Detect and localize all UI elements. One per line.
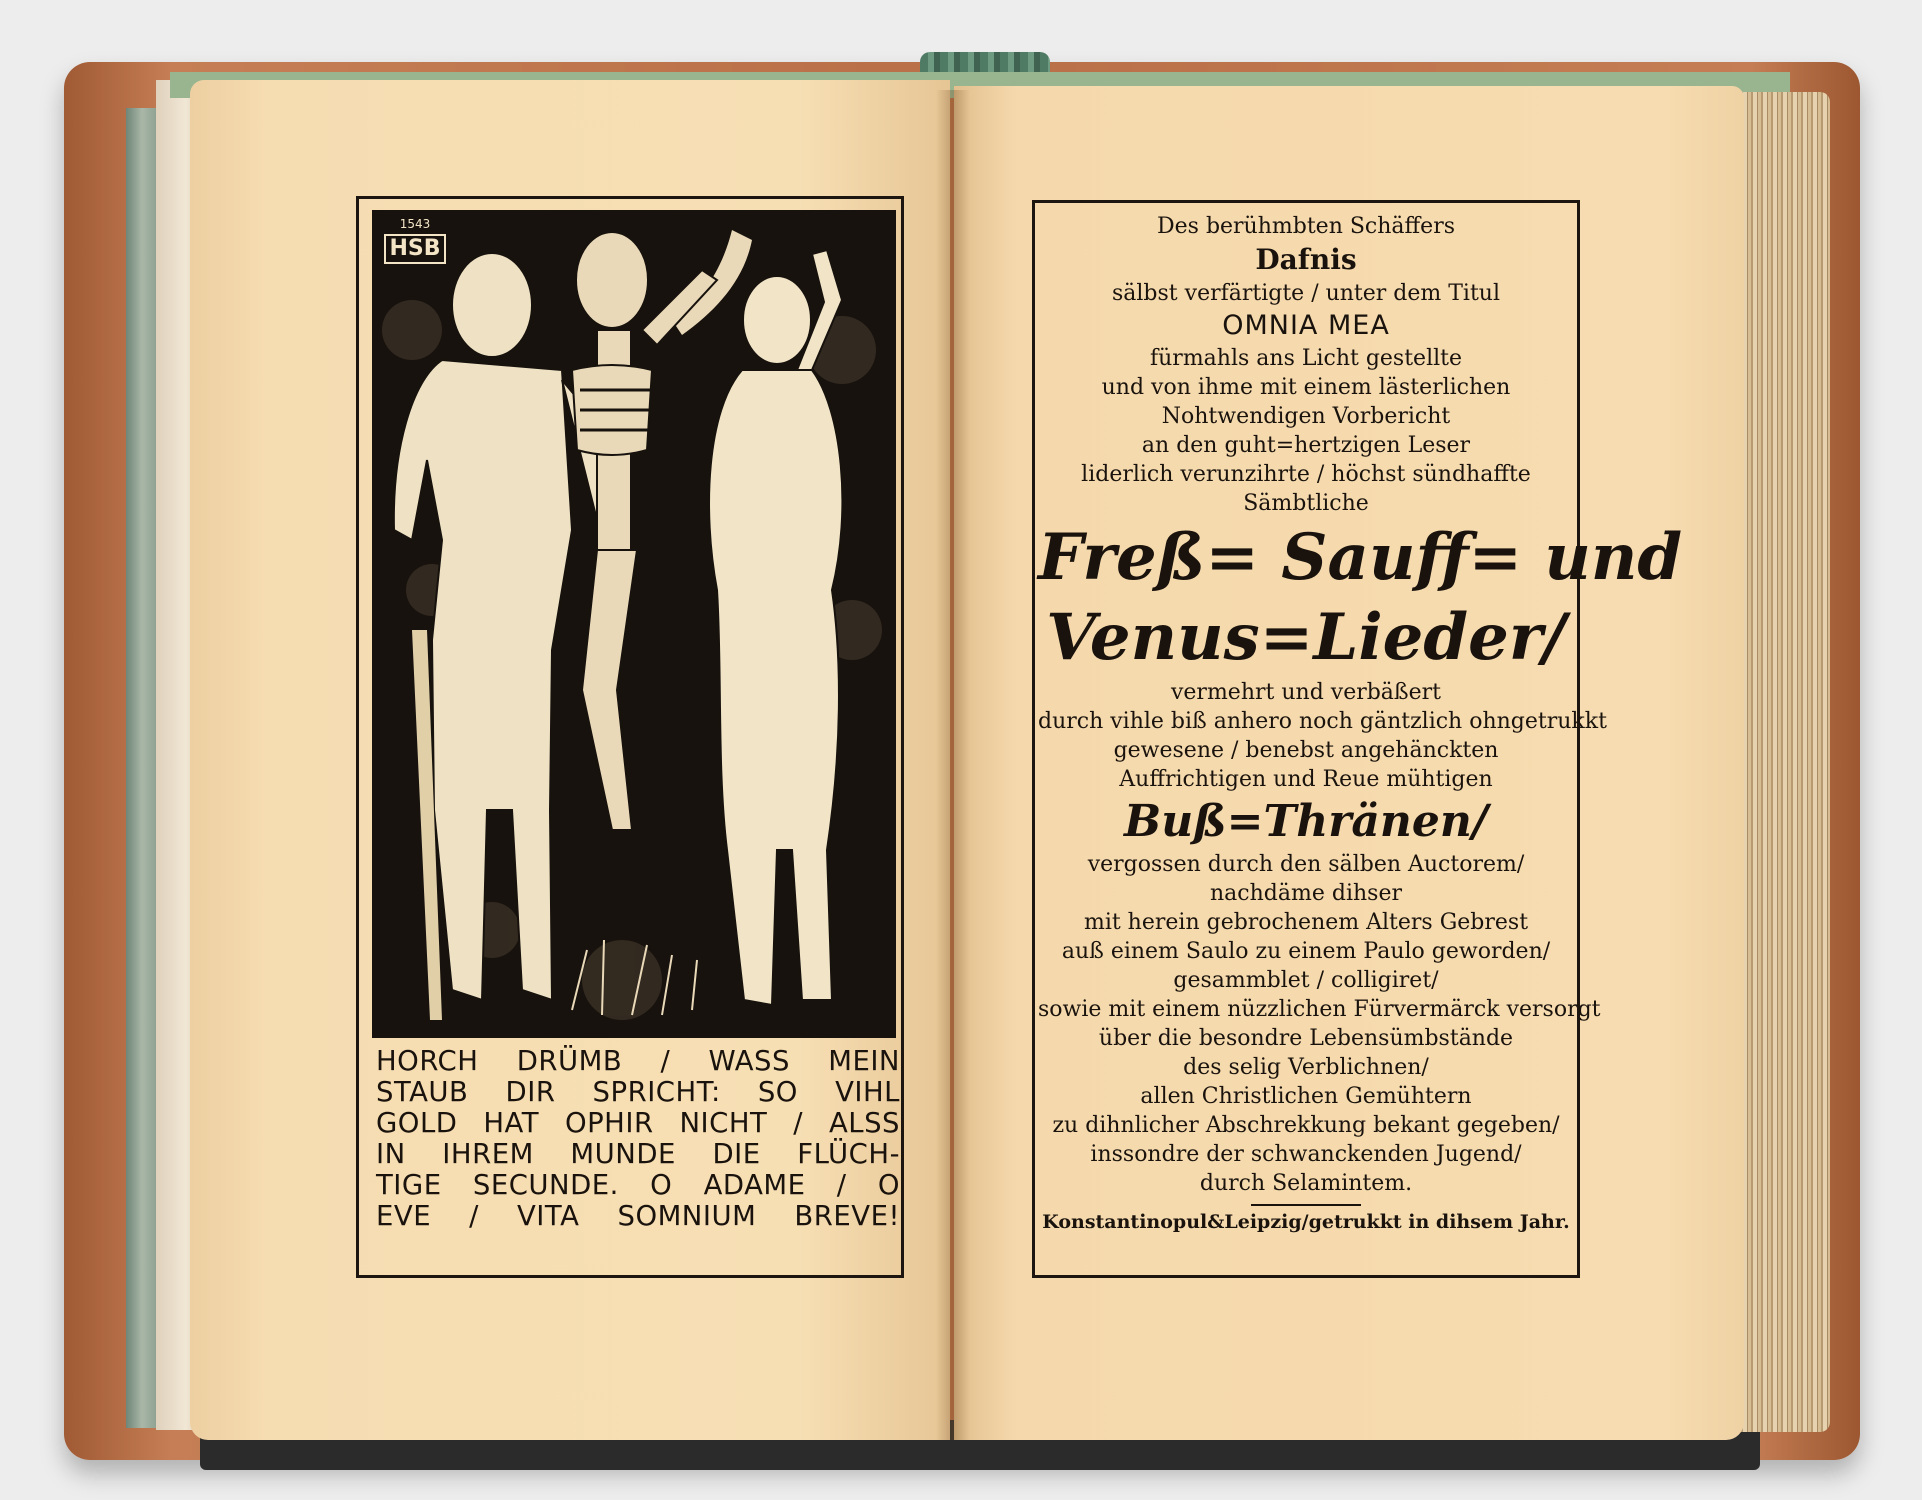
right-page-block [1738, 92, 1830, 1432]
imprint-rule [1251, 1204, 1361, 1206]
title-line: inssondre der schwanckenden Jugend/ [1090, 1142, 1522, 1167]
title-line: Auffrichtigen und Reue mühtigen [1119, 767, 1493, 792]
title-line: zu dihnlicher Abschrekkung bekant gegeben/ [1052, 1113, 1560, 1138]
title-line: sälbst verfärtigte / unter dem Titul [1111, 281, 1501, 306]
title-line: durch vihle biß anhero noch gäntzlich ohngetrukkt [1038, 709, 1607, 734]
title-line: allen Christlichen Gemühtern [1140, 1084, 1472, 1109]
title-line: gesammblet / colligiret/ [1173, 968, 1439, 993]
imprint-line: Konstantinopul&Leipzig/getrukkt in dihsem Jahr. [1042, 1211, 1570, 1233]
title-line: mit herein gebrochenem Alters Gebrest [1083, 910, 1529, 935]
title-line: auß einem Saulo zu einem Paulo geworden/ [1061, 939, 1551, 964]
title-line: und von ihme mit einem lästerlichen [1101, 375, 1511, 400]
monogram-letters: HSB [384, 234, 446, 264]
artist-monogram [384, 218, 446, 268]
title-line: vergossen durch den sälben Auctorem/ [1087, 852, 1525, 877]
author-name: Dafnis [1255, 243, 1357, 276]
title-line: Sämbtliche [1243, 491, 1369, 516]
title-line: an den guht=hertzigen Leser [1141, 433, 1471, 458]
woodcut-adam-eve-death [372, 210, 896, 1038]
title-line: Nohtwendigen Vorbericht [1161, 404, 1451, 429]
subtitle-buss-thraenen: Buß=Thränen/ [1124, 796, 1488, 847]
woodcut-caption [376, 1046, 900, 1268]
title-line: fürmahls ans Licht gestellte [1149, 346, 1463, 371]
title-line: sowie mit einem nüzzlichen Fürvermärck versorgt [1038, 997, 1601, 1022]
title-line: liderlich verunzihrte / höchst sündhaffte [1081, 462, 1531, 487]
title-line: durch Selamintem. [1199, 1171, 1413, 1196]
title-page-text [1038, 212, 1683, 1266]
title-line: vermehrt und verbäßert [1170, 680, 1441, 705]
title-line: des selig Verblichnen/ [1183, 1055, 1429, 1080]
woodcut-illustration [372, 210, 896, 1038]
caption-line: HORCH DRÜMB / WASS MEIN [376, 1045, 900, 1077]
monogram-year: 1543 [399, 217, 431, 231]
title-line: über die besondre Lebensümbstände [1098, 1026, 1514, 1051]
book-gutter [936, 90, 970, 1440]
latin-title: OMNIA MEA [1222, 310, 1390, 341]
caption-line: TIGE SECUNDE. O ADAME / O [376, 1169, 900, 1201]
caption-line: IN IHREM MUNDE DIE FLÜCH- [376, 1138, 900, 1170]
title-line: nachdäme dihser [1210, 881, 1402, 906]
caption-line: GOLD HAT OPHIR NICHT / ALSS [376, 1107, 900, 1139]
main-title-line-1: Freß= Sauff= und [1038, 520, 1683, 595]
caption-line: EVE / VITA SOMNIUM BREVE! [376, 1200, 900, 1232]
title-line: Des berühmbten Schäffers [1157, 214, 1455, 239]
title-line: gewesene / benebst angehänckten [1113, 738, 1499, 763]
main-title-line-2: Venus=Lieder/ [1046, 600, 1566, 675]
caption-line: STAUB DIR SPRICHT: SO VIHL [376, 1076, 900, 1108]
